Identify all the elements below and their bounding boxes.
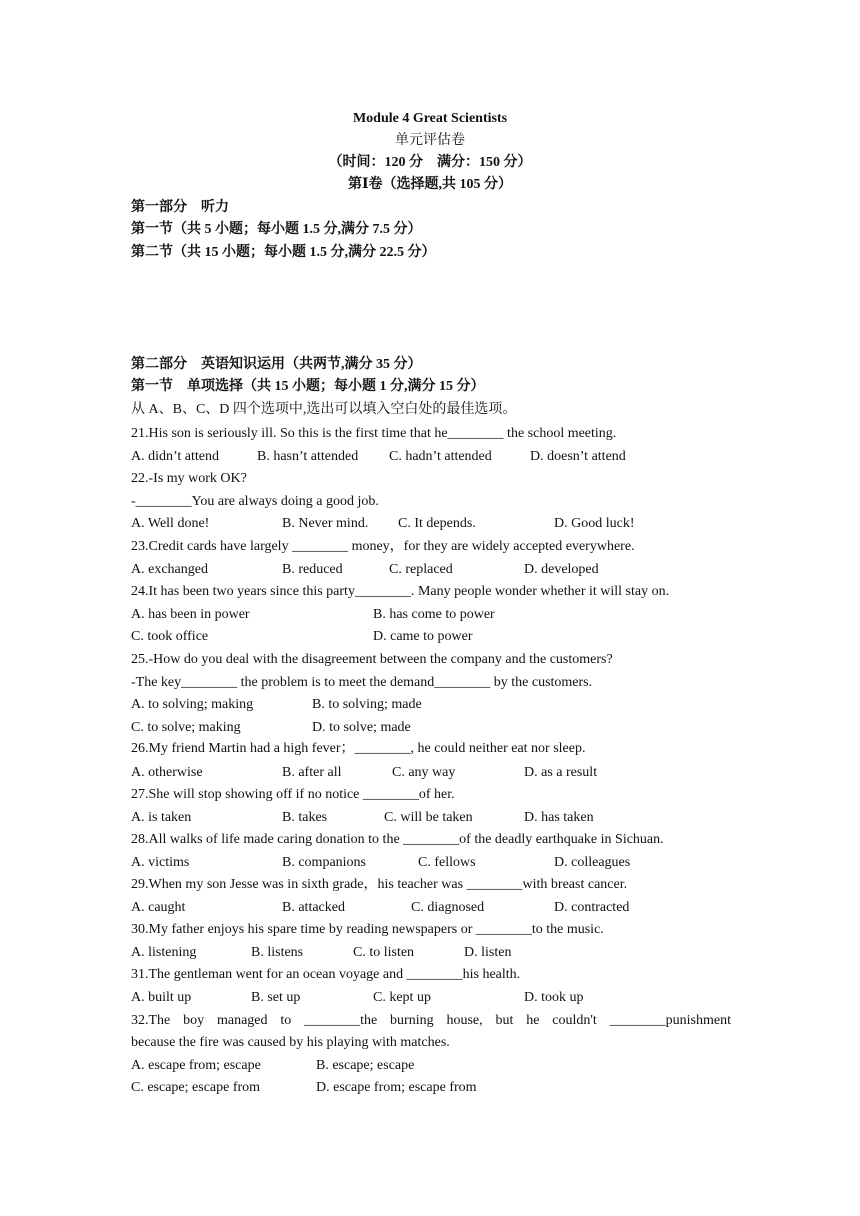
part1-section1: 第一节（共 5 小题；每小题 1.5 分,满分 7.5 分） bbox=[131, 222, 422, 237]
q27-option-c: C. will be taken bbox=[384, 810, 473, 825]
q30-stem: 30.My father enjoys his spare time by reading newspapers or ________to the music. bbox=[131, 922, 604, 937]
q25-option-b: B. to solving; made bbox=[312, 697, 422, 712]
q27-option-a: A. is taken bbox=[131, 810, 192, 825]
q29-stem: 29.When my son Jesse was in sixth grade，his teacher was ________with breast cancer. bbox=[131, 877, 628, 892]
q22-option-b: B. Never mind. bbox=[282, 516, 369, 531]
q23-option-c: C. replaced bbox=[389, 562, 453, 577]
q25-option-c: C. to solve; making bbox=[131, 720, 241, 735]
q25-stem-reply: -The key________ the problem is to meet the demand________ by the customers. bbox=[131, 675, 593, 690]
q25-option-d: D. to solve; made bbox=[312, 720, 411, 735]
part2-heading: 第二部分 英语知识运用（共两节,满分 35 分） bbox=[131, 357, 422, 372]
q25-option-a: A. to solving; making bbox=[131, 697, 254, 712]
q32-stem: 32.The boy managed to ________the burning house, but he couldn't ________punishment bbox=[131, 1013, 731, 1028]
q30-option-d: D. listen bbox=[464, 945, 512, 960]
q24-stem: 24.It has been two years since this party________. Many people wonder whether it will stay on. bbox=[131, 584, 670, 599]
q23-option-d: D. developed bbox=[524, 562, 599, 577]
q24-option-b: B. has come to power bbox=[373, 607, 495, 622]
q24-option-a: A. has been in power bbox=[131, 607, 250, 622]
instruction: 从 A、B、C、D 四个选项中,选出可以填入空白处的最佳选项。 bbox=[131, 402, 517, 417]
q32-option-a: A. escape from; escape bbox=[131, 1058, 261, 1073]
time-score: （时间：120 分 满分：150 分） bbox=[328, 155, 532, 170]
q24-option-c: C. took office bbox=[131, 629, 209, 644]
q21-option-b: B. hasn’t attended bbox=[257, 449, 359, 464]
q32-option-b: B. escape; escape bbox=[316, 1058, 415, 1073]
q29-option-c: C. diagnosed bbox=[411, 900, 485, 915]
part1-heading: 第一部分 听力 bbox=[131, 200, 229, 215]
q26-stem: 26.My friend Martin had a high fever；________, he could neither eat nor sleep. bbox=[131, 741, 586, 756]
q22-stem: 22.-Is my work OK? bbox=[131, 471, 247, 486]
q26-option-c: C. any way bbox=[392, 765, 456, 780]
q27-option-d: D. has taken bbox=[524, 810, 594, 825]
q30-option-c: C. to listen bbox=[353, 945, 415, 960]
q29-option-d: D. contracted bbox=[554, 900, 630, 915]
q30-option-b: B. listens bbox=[251, 945, 304, 960]
q30-option-a: A. listening bbox=[131, 945, 197, 960]
document-subtitle: 单元评估卷 bbox=[395, 133, 465, 148]
q28-option-a: A. victims bbox=[131, 855, 190, 870]
q28-stem: 28.All walks of life made caring donation to the ________of the deadly earthquake in Sichuan. bbox=[131, 832, 664, 847]
q32-stem-continued: because the fire was caused by his playing with matches. bbox=[131, 1035, 450, 1050]
q21-option-d: D. doesn’t attend bbox=[530, 449, 626, 464]
q31-stem: 31.The gentleman went for an ocean voyage and ________his health. bbox=[131, 967, 521, 982]
q21-option-a: A. didn’t attend bbox=[131, 449, 220, 464]
q26-option-b: B. after all bbox=[282, 765, 342, 780]
q31-option-a: A. built up bbox=[131, 990, 192, 1005]
q26-option-a: A. otherwise bbox=[131, 765, 203, 780]
part2-section1: 第一节 单项选择（共 15 小题；每小题 1 分,满分 15 分） bbox=[131, 379, 485, 394]
q26-option-d: D. as a result bbox=[524, 765, 598, 780]
q23-option-a: A. exchanged bbox=[131, 562, 208, 577]
q32-option-c: C. escape; escape from bbox=[131, 1080, 261, 1095]
q22-stem-reply: -________You are always doing a good job. bbox=[131, 494, 379, 509]
part1-section2: 第二节（共 15 小题；每小题 1.5 分,满分 22.5 分） bbox=[131, 245, 436, 260]
q28-option-c: C. fellows bbox=[418, 855, 476, 870]
q22-option-c: C. It depends. bbox=[398, 516, 476, 531]
q29-option-b: B. attacked bbox=[282, 900, 345, 915]
q23-option-b: B. reduced bbox=[282, 562, 343, 577]
q31-option-c: C. kept up bbox=[373, 990, 431, 1005]
q31-option-d: D. took up bbox=[524, 990, 584, 1005]
q22-option-a: A. Well done! bbox=[131, 516, 210, 531]
q28-option-b: B. companions bbox=[282, 855, 366, 870]
q31-option-b: B. set up bbox=[251, 990, 301, 1005]
q21-option-c: C. hadn’t attended bbox=[389, 449, 492, 464]
q21-stem: 21.His son is seriously ill. So this is the first time that he________ the school meeting. bbox=[131, 426, 617, 441]
q27-option-b: B. takes bbox=[282, 810, 328, 825]
q27-stem: 27.She will stop showing off if no notice ________of her. bbox=[131, 787, 455, 802]
q23-stem: 23.Credit cards have largely ________ money，for they are widely accepted everywhere. bbox=[131, 539, 635, 554]
document-title: Module 4 Great Scientists bbox=[352, 111, 508, 126]
volume-heading: 第Ⅰ卷（选择题,共 105 分） bbox=[347, 177, 513, 192]
q29-option-a: A. caught bbox=[131, 900, 186, 915]
q25-stem: 25.-How do you deal with the disagreement between the company and the customers? bbox=[131, 652, 613, 667]
q22-option-d: D. Good luck! bbox=[554, 516, 635, 531]
q28-option-d: D. colleagues bbox=[554, 855, 631, 870]
q24-option-d: D. came to power bbox=[373, 629, 473, 644]
q32-option-d: D. escape from; escape from bbox=[316, 1080, 477, 1095]
